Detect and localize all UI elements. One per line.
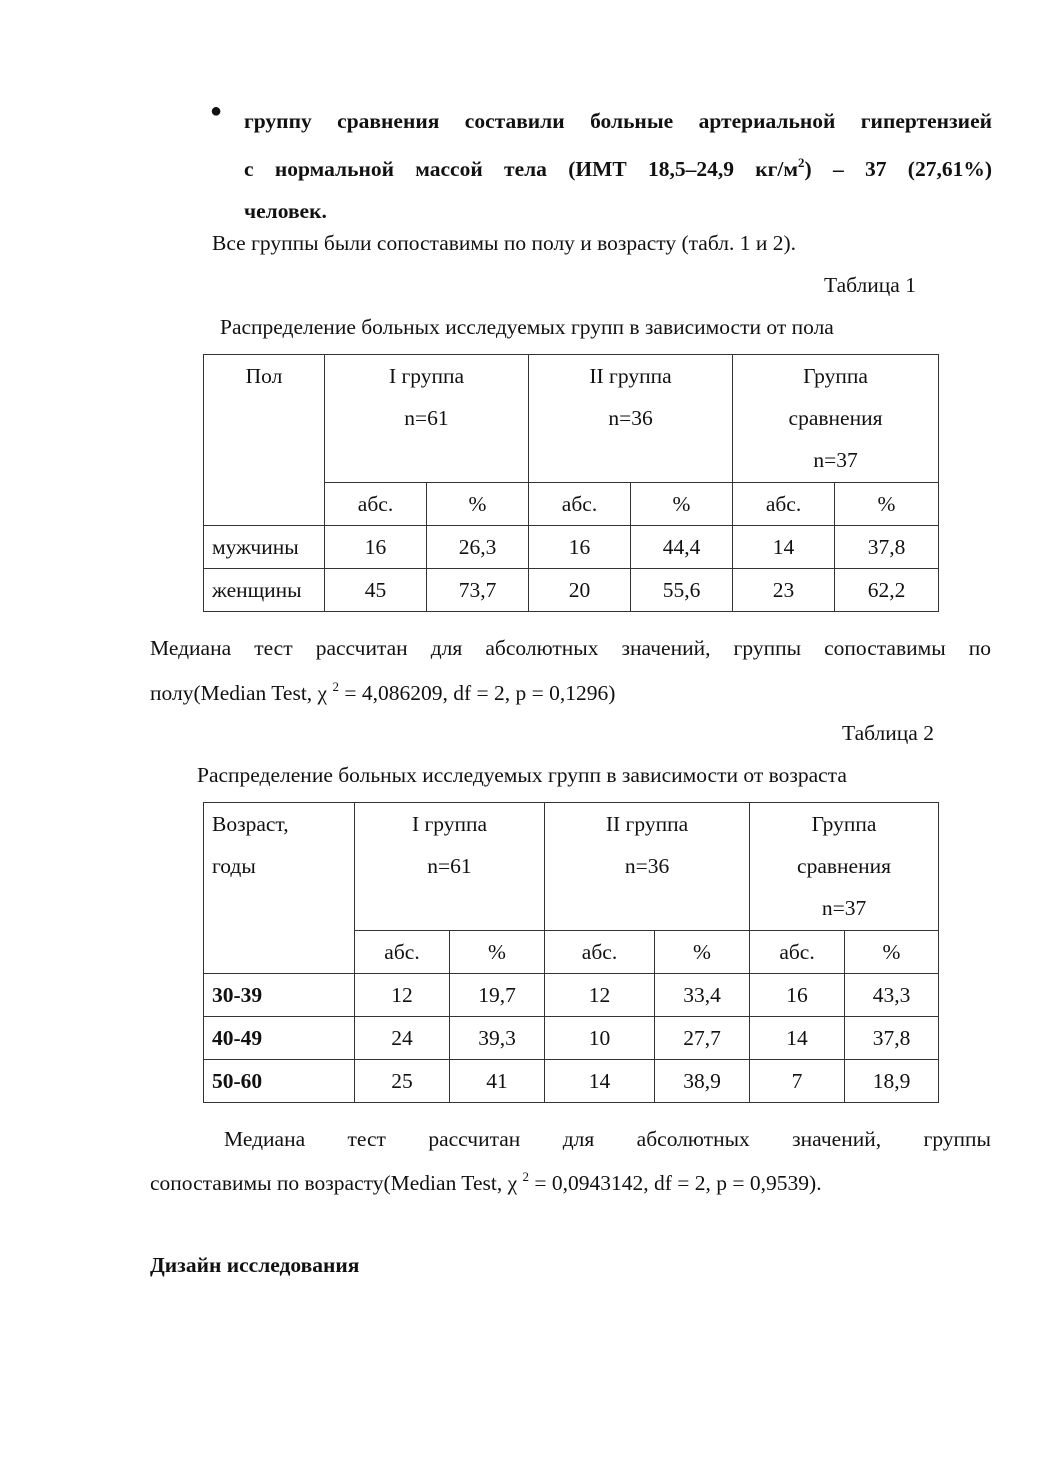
cell: 45 — [325, 569, 427, 612]
bullet-dot-icon: ● — [210, 100, 223, 122]
table2-caption: Распределение больных исследуемых групп в зависимости от возраста — [197, 763, 847, 787]
note1-line-1: Медиана тест рассчитан для абсолютных значений, группы сопоставимы по — [150, 636, 991, 660]
table1-header-group2 — [529, 355, 733, 483]
cell: 12 — [545, 974, 655, 1017]
cell: 43,3 — [845, 974, 939, 1017]
cell: 27,7 — [655, 1017, 750, 1060]
header-line: Группа — [811, 812, 877, 836]
header-line: n=61 — [427, 854, 472, 878]
bullet-line-3: человек. — [244, 199, 327, 223]
bullet-line-2 — [244, 142, 992, 190]
table1-sub-abs: абс. — [325, 483, 427, 526]
table2-sub-abs: абс. — [750, 931, 845, 974]
header-line: II группа — [589, 364, 672, 388]
table2-sub-pct: % — [845, 931, 939, 974]
paragraph-1: Все группы были сопоставимы по полу и возрасту (табл. 1 и 2). — [212, 231, 797, 255]
cell: 12 — [355, 974, 450, 1017]
note2-text-b: = 0,0943142, df = 2, p = 0,9539). — [529, 1171, 822, 1195]
cell: 62,2 — [835, 569, 939, 612]
header-line: II группа — [605, 812, 689, 836]
table2-header-group3 — [750, 803, 939, 931]
table-row — [204, 1017, 939, 1060]
superscript: 2 — [522, 1169, 529, 1184]
cell: 20 — [529, 569, 631, 612]
cell: 26,3 — [427, 526, 529, 569]
header-line: I группа — [388, 364, 465, 388]
superscript: 2 — [798, 155, 805, 170]
table2-header-group1 — [355, 803, 545, 931]
header-line: Возраст, — [212, 812, 289, 836]
cell: 14 — [545, 1060, 655, 1103]
cell: 16 — [750, 974, 845, 1017]
table-row — [204, 1060, 939, 1103]
header-line: сравнения — [788, 406, 883, 430]
table2-sub-pct: % — [450, 931, 545, 974]
table1-sub-pct: % — [835, 483, 939, 526]
cell: 19,7 — [450, 974, 545, 1017]
cell: 73,7 — [427, 569, 529, 612]
cell: 10 — [545, 1017, 655, 1060]
cell: 37,8 — [835, 526, 939, 569]
header-line: n=61 — [404, 406, 449, 430]
table-row — [204, 569, 939, 612]
table-1 — [203, 354, 939, 612]
header-line: n=37 — [813, 448, 858, 472]
cell: 14 — [750, 1017, 845, 1060]
table2-sub-abs: абс. — [355, 931, 450, 974]
table1-header-sex: Пол — [204, 355, 325, 526]
table-row — [204, 526, 939, 569]
cell: 33,4 — [655, 974, 750, 1017]
row-label: 40-49 — [204, 1017, 355, 1060]
cell: 41 — [450, 1060, 545, 1103]
row-label: 50-60 — [204, 1060, 355, 1103]
header-line: Группа — [803, 364, 868, 388]
section-heading: Дизайн исследования — [150, 1253, 360, 1277]
table2-header-age — [204, 803, 355, 974]
header-line: годы — [212, 854, 256, 878]
note2-line-1: Медиана тест рассчитан для абсолютных значений, группы — [224, 1127, 991, 1151]
cell: 44,4 — [631, 526, 733, 569]
table2-header-group2 — [545, 803, 750, 931]
cell: 16 — [529, 526, 631, 569]
cell: 39,3 — [450, 1017, 545, 1060]
note2-line-2 — [150, 1169, 822, 1196]
table1-caption: Распределение больных исследуемых групп в зависимости от пола — [220, 315, 834, 339]
table1-sub-pct: % — [631, 483, 733, 526]
table1-header-group1 — [325, 355, 529, 483]
header-line: n=36 — [624, 854, 670, 878]
table1-sub-abs: абс. — [733, 483, 835, 526]
row-label: женщины — [204, 569, 325, 612]
note1-text-a: полу(Median Test, χ — [150, 681, 333, 705]
table-row — [204, 974, 939, 1017]
table2-sub-abs: абс. — [545, 931, 655, 974]
superscript: 2 — [332, 679, 339, 694]
table1-sub-pct: % — [427, 483, 529, 526]
row-label: мужчины — [204, 526, 325, 569]
note2-text-a: сопоставимы по возрасту(Median Test, χ — [150, 1171, 523, 1195]
cell: 16 — [325, 526, 427, 569]
table2-sub-pct: % — [655, 931, 750, 974]
bullet-line-1: группу сравнения составили больные артериальной гипертензией — [244, 109, 992, 133]
table-2 — [203, 802, 939, 1103]
cell: 23 — [733, 569, 835, 612]
table1-header-group3 — [733, 355, 939, 483]
cell: 38,9 — [655, 1060, 750, 1103]
cell: 25 — [355, 1060, 450, 1103]
header-line: n=37 — [821, 896, 867, 920]
note1-text-b: = 4,086209, df = 2, p = 0,1296) — [338, 681, 616, 705]
note1-line-2 — [150, 679, 615, 706]
cell: 7 — [750, 1060, 845, 1103]
header-line: сравнения — [797, 854, 891, 878]
bullet-text — [244, 100, 992, 232]
cell: 55,6 — [631, 569, 733, 612]
header-line: I группа — [411, 812, 488, 836]
bullet-line-2a: с нормальной массой тела (ИМТ 18,5–24,9 кг/м — [244, 157, 799, 181]
cell: 18,9 — [845, 1060, 939, 1103]
cell: 14 — [733, 526, 835, 569]
cell: 24 — [355, 1017, 450, 1060]
header-line: n=36 — [608, 406, 653, 430]
table2-label: Таблица 2 — [842, 721, 934, 745]
bullet-line-2b: ) – 37 (27,61%) — [804, 157, 992, 181]
cell: 37,8 — [845, 1017, 939, 1060]
table1-sub-abs: абс. — [529, 483, 631, 526]
table1-label: Таблица 1 — [824, 273, 916, 297]
row-label: 30-39 — [204, 974, 355, 1017]
